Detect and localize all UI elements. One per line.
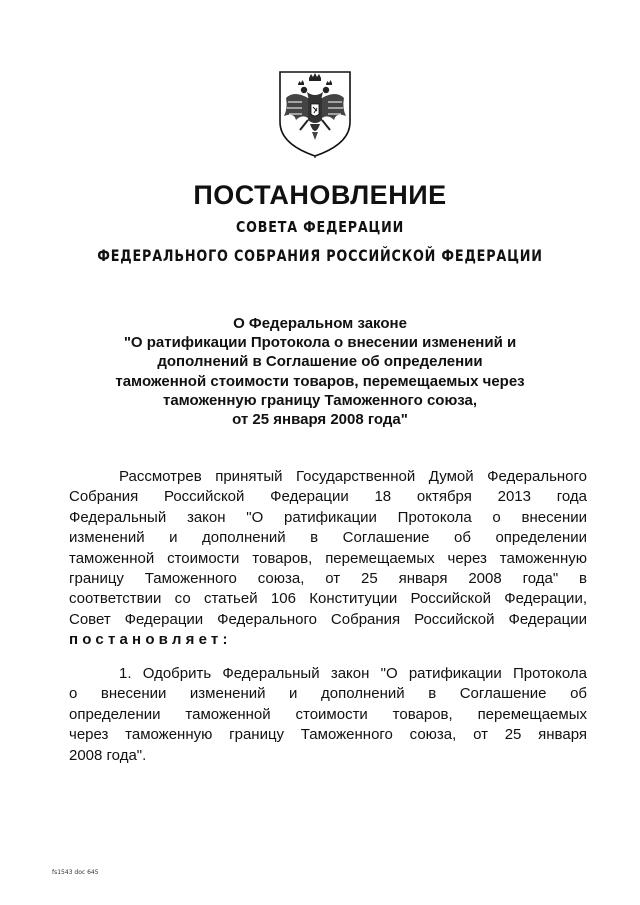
- paragraph-line: определении таможенной стоимости товаров, перемещаемых: [69, 705, 587, 723]
- law-title-line: таможенную границу Таможенного союза,: [162, 391, 478, 409]
- decree-word: постановляет:: [69, 631, 232, 649]
- coat-of-arms-icon: [274, 68, 356, 158]
- document-code: fs1543 doc 645: [52, 869, 99, 876]
- paragraph-line: о внесении изменений и дополнений в Соглашение об: [69, 685, 587, 703]
- issuing-body-line-2: ФЕДЕРАЛЬНОГО СОБРАНИЯ РОССИЙСКОЙ ФЕДЕРАЦИИ: [97, 246, 543, 265]
- paragraph-line: таможенной стоимости товаров, перемещаемых через таможенную: [69, 549, 587, 567]
- paragraph-line: 1. Одобрить Федеральный закон "О ратификации Протокола: [119, 665, 587, 682]
- paragraph-line: Рассмотрев принятый Государственной Думой Федерального: [119, 468, 587, 485]
- paragraph-line: 2008 года".: [69, 746, 147, 764]
- paragraph-line: изменений и дополнений в Соглашение об определении: [69, 529, 587, 547]
- paragraph-line: Федеральный закон "О ратификации Протокола о внесении: [69, 508, 587, 526]
- law-title-line: таможенной стоимости товаров, перемещаемых через: [115, 372, 525, 390]
- paragraph-line: соответствии со статьей 106 Конституции Российской Федерации,: [69, 590, 587, 608]
- paragraph-line: границу Таможенного союза, от 25 января 2008 года" в: [69, 569, 587, 587]
- law-title-line: О Федеральном законе: [233, 315, 407, 332]
- preamble-paragraph: [69, 467, 587, 651]
- paragraph-line: Совет Федерации Федерального Собрания Российской Федерации: [69, 610, 587, 628]
- paragraph-line: через таможенную границу Таможенного союза, от 25 января: [69, 726, 587, 744]
- law-title-line: от 25 января 2008 года": [232, 411, 408, 429]
- issuing-body-line-1: СОВЕТА ФЕДЕРАЦИИ: [235, 218, 405, 236]
- law-title-line: дополнений в Соглашение об определении: [157, 353, 483, 371]
- law-title: [90, 314, 550, 429]
- law-title-line: "О ратификации Протокола о внесении изменений и: [123, 334, 517, 352]
- page-title: ПОСТАНОВЛЕНИЕ: [193, 180, 447, 210]
- resolution-item-1: [69, 664, 587, 766]
- paragraph-line: Собрания Российской Федерации 18 октября 2013 года: [69, 488, 587, 506]
